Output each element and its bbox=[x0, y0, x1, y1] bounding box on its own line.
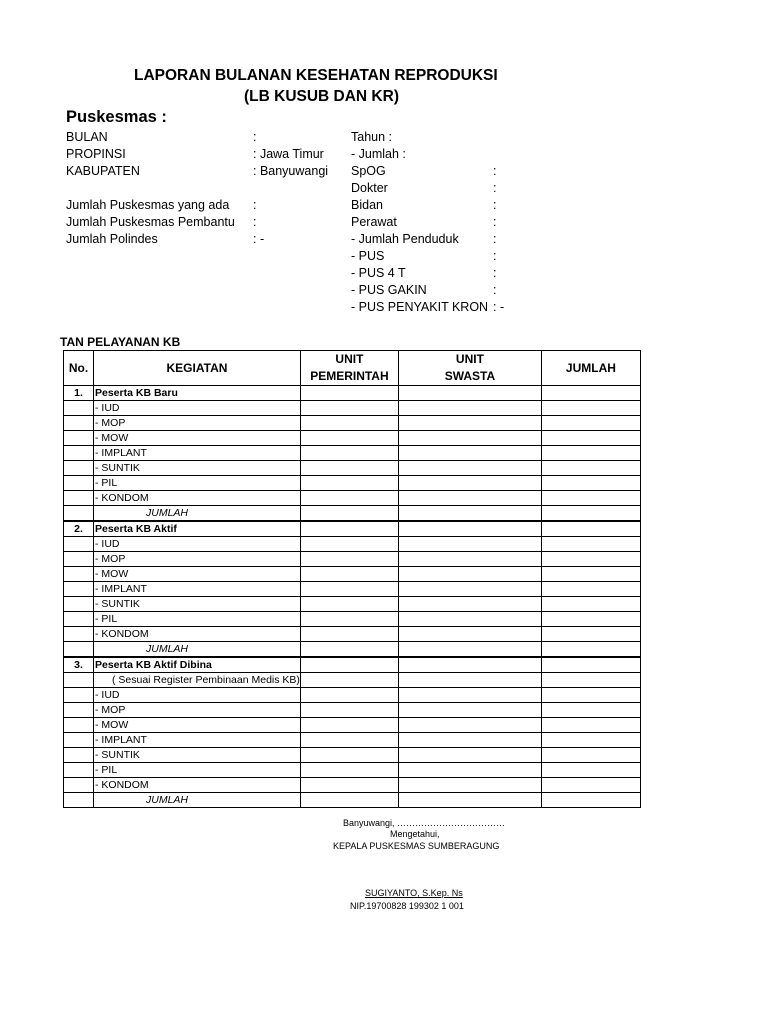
cell-kegiatan: - MOW bbox=[94, 718, 301, 733]
cell-kegiatan: - IUD bbox=[94, 537, 301, 552]
cell-jumlah[interactable] bbox=[541, 703, 640, 718]
info-label-dokter: Dokter bbox=[351, 181, 388, 195]
info-label-kabupaten: KABUPATEN bbox=[66, 164, 140, 178]
cell-jumlah[interactable] bbox=[541, 793, 640, 808]
info-label-propinsi: PROPINSI bbox=[66, 147, 126, 161]
signature-mengetahui: Mengetahui, bbox=[390, 829, 440, 839]
cell-kegiatan: - IMPLANT bbox=[94, 582, 301, 597]
cell-no bbox=[64, 461, 94, 476]
cell-jumlah[interactable] bbox=[541, 416, 640, 431]
info-value-bidan: : bbox=[493, 198, 497, 212]
table-row bbox=[64, 718, 641, 733]
cell-no bbox=[64, 718, 94, 733]
info-value-jumlah-puskesmas: : bbox=[253, 198, 257, 212]
cell-no bbox=[64, 416, 94, 431]
cell-no bbox=[64, 582, 94, 597]
cell-jumlah[interactable] bbox=[541, 506, 640, 522]
cell-unit-pemerintah[interactable] bbox=[300, 673, 398, 688]
cell-jumlah[interactable] bbox=[541, 688, 640, 703]
cell-no bbox=[64, 733, 94, 748]
cell-kegiatan: ( Sesuai Register Pembinaan Medis KB) bbox=[94, 673, 301, 688]
cell-unit-swasta[interactable] bbox=[398, 612, 541, 627]
info-label-jumlah-penduduk: - Jumlah Penduduk bbox=[351, 232, 459, 246]
cell-unit-swasta[interactable] bbox=[398, 446, 541, 461]
cell-no bbox=[64, 446, 94, 461]
info-label-perawat: Perawat bbox=[351, 215, 397, 229]
table-row bbox=[64, 537, 641, 552]
table-row bbox=[64, 673, 641, 688]
info-value-pus-penyakit-kronis: : - bbox=[493, 300, 505, 314]
cell-unit-pemerintah[interactable] bbox=[300, 386, 398, 401]
info-label-jumlah-puskesmas: Jumlah Puskesmas yang ada bbox=[66, 198, 230, 212]
cell-kegiatan: - KONDOM bbox=[94, 491, 301, 506]
cell-jumlah[interactable] bbox=[541, 642, 640, 658]
kb-service-table bbox=[63, 350, 641, 808]
cell-unit-pemerintah[interactable] bbox=[300, 733, 398, 748]
section-title: TAN PELAYANAN KB bbox=[60, 335, 181, 349]
cell-no bbox=[64, 431, 94, 446]
info-value-spog: : bbox=[493, 164, 497, 178]
cell-unit-pemerintah[interactable] bbox=[300, 506, 398, 522]
cell-no bbox=[64, 597, 94, 612]
cell-unit-pemerintah[interactable] bbox=[300, 416, 398, 431]
signature-place-date: Banyuwangi, ……………………………… bbox=[343, 818, 506, 828]
cell-no bbox=[64, 703, 94, 718]
cell-unit-pemerintah[interactable] bbox=[300, 793, 398, 808]
cell-kegiatan: - KONDOM bbox=[94, 627, 301, 642]
cell-jumlah[interactable] bbox=[541, 537, 640, 552]
cell-kegiatan: - MOP bbox=[94, 703, 301, 718]
info-value-dokter: : bbox=[493, 181, 497, 195]
cell-kegiatan: - SUNTIK bbox=[94, 597, 301, 612]
table-row bbox=[64, 748, 641, 763]
report-title-line2: (LB KUSUB DAN KR) bbox=[244, 88, 399, 105]
header-unit-swasta bbox=[398, 351, 541, 386]
cell-unit-swasta[interactable] bbox=[398, 778, 541, 793]
cell-unit-pemerintah[interactable] bbox=[300, 718, 398, 733]
cell-unit-pemerintah[interactable] bbox=[300, 521, 398, 537]
cell-jumlah[interactable] bbox=[541, 401, 640, 416]
cell-unit-pemerintah[interactable] bbox=[300, 476, 398, 491]
cell-jumlah[interactable] bbox=[541, 491, 640, 506]
cell-kegiatan: - MOP bbox=[94, 416, 301, 431]
table-row bbox=[64, 778, 641, 793]
cell-kegiatan: - MOP bbox=[94, 552, 301, 567]
cell-jumlah[interactable] bbox=[541, 552, 640, 567]
info-value-bulan: : bbox=[253, 130, 257, 144]
cell-unit-pemerintah[interactable] bbox=[300, 627, 398, 642]
cell-no bbox=[64, 506, 94, 522]
info-value-jumlah-penduduk: : bbox=[493, 232, 497, 246]
cell-jumlah[interactable] bbox=[541, 567, 640, 582]
cell-no bbox=[64, 401, 94, 416]
cell-jumlah[interactable] bbox=[541, 431, 640, 446]
cell-unit-pemerintah[interactable] bbox=[300, 431, 398, 446]
cell-kegiatan: - IUD bbox=[94, 688, 301, 703]
cell-jumlah[interactable] bbox=[541, 748, 640, 763]
table-row bbox=[64, 476, 641, 491]
cell-jumlah[interactable] bbox=[541, 612, 640, 627]
cell-no bbox=[64, 537, 94, 552]
table-body bbox=[64, 386, 641, 808]
cell-unit-pemerintah[interactable] bbox=[300, 597, 398, 612]
cell-unit-pemerintah[interactable] bbox=[300, 461, 398, 476]
cell-unit-pemerintah[interactable] bbox=[300, 657, 398, 673]
cell-no bbox=[64, 476, 94, 491]
cell-unit-swasta[interactable] bbox=[398, 688, 541, 703]
cell-jumlah[interactable] bbox=[541, 657, 640, 673]
cell-jumlah[interactable] bbox=[541, 521, 640, 537]
cell-unit-swasta[interactable] bbox=[398, 748, 541, 763]
cell-unit-swasta[interactable] bbox=[398, 627, 541, 642]
signature-name: SUGIYANTO, S.Kep. Ns bbox=[365, 888, 463, 898]
table-row bbox=[64, 567, 641, 582]
table-row bbox=[64, 521, 641, 537]
info-label-bidan: Bidan bbox=[351, 198, 383, 212]
cell-no bbox=[64, 552, 94, 567]
signature-position: KEPALA PUSKESMAS SUMBERAGUNG bbox=[333, 841, 500, 851]
cell-no bbox=[64, 778, 94, 793]
cell-jumlah[interactable] bbox=[541, 476, 640, 491]
cell-kegiatan: - KONDOM bbox=[94, 778, 301, 793]
cell-kegiatan: - IUD bbox=[94, 401, 301, 416]
cell-unit-pemerintah[interactable] bbox=[300, 778, 398, 793]
header-unit-swasta-line1: UNIT bbox=[455, 352, 484, 366]
cell-unit-swasta[interactable] bbox=[398, 401, 541, 416]
table-row bbox=[64, 491, 641, 506]
info-label-pus-4t: - PUS 4 T bbox=[351, 266, 406, 280]
table-row bbox=[64, 703, 641, 718]
signature-nip: NIP.19700828 199302 1 001 bbox=[350, 901, 464, 911]
header-kegiatan: KEGIATAN bbox=[94, 351, 301, 386]
cell-unit-pemerintah[interactable] bbox=[300, 763, 398, 778]
cell-unit-pemerintah[interactable] bbox=[300, 491, 398, 506]
table-row bbox=[64, 733, 641, 748]
cell-kegiatan: Peserta KB Aktif Dibina bbox=[94, 657, 301, 673]
header-unit-swasta-line2: SWASTA bbox=[444, 369, 496, 383]
cell-jumlah[interactable] bbox=[541, 461, 640, 476]
cell-unit-swasta[interactable] bbox=[398, 597, 541, 612]
cell-unit-pemerintah[interactable] bbox=[300, 567, 398, 582]
info-value-pus: : bbox=[493, 249, 497, 263]
cell-unit-pemerintah[interactable] bbox=[300, 401, 398, 416]
cell-no bbox=[64, 567, 94, 582]
cell-kegiatan: - IMPLANT bbox=[94, 446, 301, 461]
cell-no bbox=[64, 612, 94, 627]
cell-unit-swasta[interactable] bbox=[398, 461, 541, 476]
cell-no bbox=[64, 627, 94, 642]
table-row bbox=[64, 763, 641, 778]
cell-kegiatan: - PIL bbox=[94, 612, 301, 627]
table-row bbox=[64, 582, 641, 597]
cell-kegiatan: - PIL bbox=[94, 476, 301, 491]
info-label-bulan: BULAN bbox=[66, 130, 108, 144]
cell-unit-swasta[interactable] bbox=[398, 386, 541, 401]
table-row bbox=[64, 461, 641, 476]
info-value-pus-gakin: : bbox=[493, 283, 497, 297]
cell-unit-swasta[interactable] bbox=[398, 793, 541, 808]
cell-no: 1. bbox=[64, 386, 94, 401]
cell-kegiatan: JUMLAH bbox=[94, 506, 301, 522]
cell-kegiatan: - MOW bbox=[94, 567, 301, 582]
info-label-pus-gakin: - PUS GAKIN bbox=[351, 283, 427, 297]
info-label-pus: - PUS bbox=[351, 249, 385, 263]
table-row bbox=[64, 597, 641, 612]
cell-kegiatan: - PIL bbox=[94, 763, 301, 778]
cell-no bbox=[64, 673, 94, 688]
cell-no: 3. bbox=[64, 657, 94, 673]
header-jumlah: JUMLAH bbox=[541, 351, 640, 386]
cell-jumlah[interactable] bbox=[541, 673, 640, 688]
cell-kegiatan: Peserta KB Baru bbox=[94, 386, 301, 401]
table-row bbox=[64, 688, 641, 703]
table-row bbox=[64, 416, 641, 431]
cell-unit-swasta[interactable] bbox=[398, 718, 541, 733]
info-value-propinsi: : Jawa Timur bbox=[253, 147, 324, 161]
cell-unit-swasta[interactable] bbox=[398, 416, 541, 431]
info-value-pus-4t: : bbox=[493, 266, 497, 280]
cell-unit-pemerintah[interactable] bbox=[300, 446, 398, 461]
cell-unit-swasta[interactable] bbox=[398, 657, 541, 673]
cell-unit-swasta[interactable] bbox=[398, 733, 541, 748]
cell-unit-pemerintah[interactable] bbox=[300, 703, 398, 718]
table-row bbox=[64, 446, 641, 461]
info-label-jumlah: - Jumlah : bbox=[351, 147, 406, 161]
cell-unit-swasta[interactable] bbox=[398, 521, 541, 537]
cell-no bbox=[64, 642, 94, 658]
info-label-spog: SpOG bbox=[351, 164, 386, 178]
cell-unit-swasta[interactable] bbox=[398, 537, 541, 552]
cell-unit-swasta[interactable] bbox=[398, 491, 541, 506]
cell-jumlah[interactable] bbox=[541, 778, 640, 793]
table-row bbox=[64, 642, 641, 658]
cell-jumlah[interactable] bbox=[541, 386, 640, 401]
cell-kegiatan: - SUNTIK bbox=[94, 461, 301, 476]
cell-unit-swasta[interactable] bbox=[398, 703, 541, 718]
info-label-tahun: Tahun : bbox=[351, 130, 393, 144]
cell-no bbox=[64, 688, 94, 703]
info-label-jumlah-pustu: Jumlah Puskesmas Pembantu bbox=[66, 215, 235, 229]
table-row bbox=[64, 431, 641, 446]
table-row bbox=[64, 612, 641, 627]
cell-jumlah[interactable] bbox=[541, 597, 640, 612]
header-unit-pemerintah-line1: UNIT bbox=[335, 352, 364, 366]
cell-unit-swasta[interactable] bbox=[398, 642, 541, 658]
table-row bbox=[64, 793, 641, 808]
cell-unit-swasta[interactable] bbox=[398, 476, 541, 491]
report-title-line1: LAPORAN BULANAN KESEHATAN REPRODUKSI bbox=[134, 67, 498, 84]
cell-kegiatan: - MOW bbox=[94, 431, 301, 446]
cell-unit-pemerintah[interactable] bbox=[300, 612, 398, 627]
cell-jumlah[interactable] bbox=[541, 582, 640, 597]
cell-no bbox=[64, 793, 94, 808]
table-row bbox=[64, 386, 641, 401]
cell-jumlah[interactable] bbox=[541, 763, 640, 778]
cell-jumlah[interactable] bbox=[541, 733, 640, 748]
info-label-pus-penyakit-kronis: - PUS PENYAKIT KRON bbox=[351, 300, 489, 314]
cell-no bbox=[64, 748, 94, 763]
cell-no bbox=[64, 491, 94, 506]
puskesmas-label: Puskesmas : bbox=[66, 108, 167, 126]
table-row bbox=[64, 657, 641, 673]
cell-unit-swasta[interactable] bbox=[398, 552, 541, 567]
cell-unit-swasta[interactable] bbox=[398, 506, 541, 522]
cell-kegiatan: JUMLAH bbox=[94, 793, 301, 808]
info-value-perawat: : bbox=[493, 215, 497, 229]
cell-unit-pemerintah[interactable] bbox=[300, 582, 398, 597]
cell-no: 2. bbox=[64, 521, 94, 537]
cell-unit-pemerintah[interactable] bbox=[300, 537, 398, 552]
cell-unit-pemerintah[interactable] bbox=[300, 552, 398, 567]
cell-no bbox=[64, 763, 94, 778]
header-no: No. bbox=[64, 351, 94, 386]
cell-unit-swasta[interactable] bbox=[398, 431, 541, 446]
cell-jumlah[interactable] bbox=[541, 446, 640, 461]
table-header-row bbox=[64, 351, 641, 386]
table-row bbox=[64, 506, 641, 522]
cell-jumlah[interactable] bbox=[541, 718, 640, 733]
info-label-jumlah-polindes: Jumlah Polindes bbox=[66, 232, 158, 246]
cell-kegiatan: - IMPLANT bbox=[94, 733, 301, 748]
info-value-jumlah-pustu: : bbox=[253, 215, 257, 229]
table-row bbox=[64, 627, 641, 642]
header-unit-pemerintah bbox=[300, 351, 398, 386]
cell-unit-pemerintah[interactable] bbox=[300, 642, 398, 658]
cell-unit-swasta[interactable] bbox=[398, 673, 541, 688]
cell-kegiatan: JUMLAH bbox=[94, 642, 301, 658]
cell-kegiatan: - SUNTIK bbox=[94, 748, 301, 763]
info-value-jumlah-polindes: : - bbox=[253, 232, 265, 246]
cell-unit-pemerintah[interactable] bbox=[300, 748, 398, 763]
table-row bbox=[64, 552, 641, 567]
cell-unit-pemerintah[interactable] bbox=[300, 688, 398, 703]
cell-unit-swasta[interactable] bbox=[398, 763, 541, 778]
cell-jumlah[interactable] bbox=[541, 627, 640, 642]
cell-unit-swasta[interactable] bbox=[398, 582, 541, 597]
info-value-kabupaten: : Banyuwangi bbox=[253, 164, 329, 178]
cell-kegiatan: Peserta KB Aktif bbox=[94, 521, 301, 537]
cell-unit-swasta[interactable] bbox=[398, 567, 541, 582]
table-row bbox=[64, 401, 641, 416]
header-unit-pemerintah-line2: PEMERINTAH bbox=[310, 369, 389, 383]
